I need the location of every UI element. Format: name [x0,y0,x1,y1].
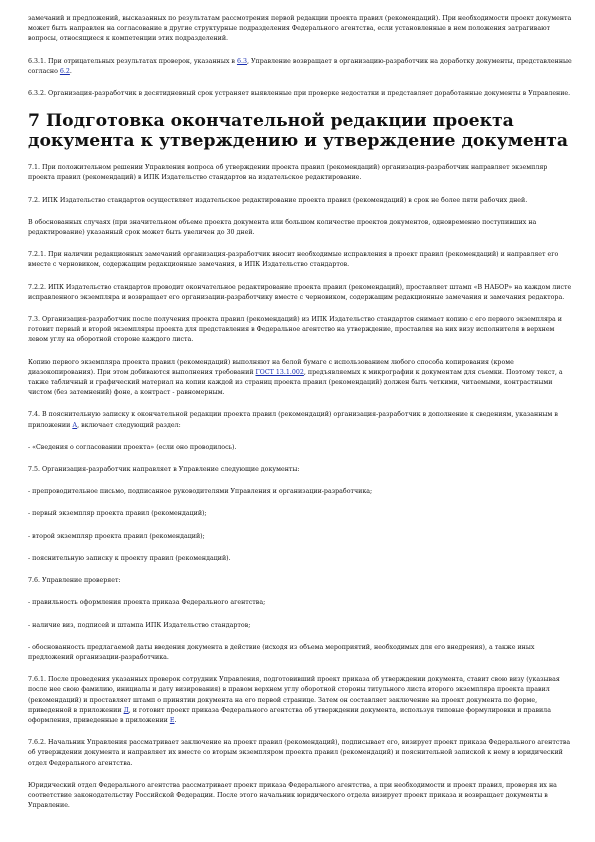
paragraph-legal-dept: Юридический отдел Федерального агентства рассматривает проект приказа Федерального агентства, а при необходимости и проект правил, проверяя их на соответствие законодательству Российской Федерации. После этого начальник юридического отдела визирует проект приказа и возвращает документы в Управление. [28,781,557,810]
paragraph-6-3-1: 6.3.1. При отрицательных результатах проверок, указанных в 6.3, Управление возвращает в организацию-разработчик на доработку документы, представленные согласно 6.2. [28,57,572,75]
link-gost[interactable]: ГОСТ 13.1.002 [255,368,304,376]
paragraph-7-2-2: 7.2.2. ИПК Издательство стандартов проводит окончательное редактирование проекта правил (рекомендаций), проставляет штамп «В НАБОР» на каждом листе исправленного экземпляра и возвращает его организации-разработчику вместе с черновиком, содержащим редакционные замечания и замечания редактора. [28,283,572,301]
paragraph-intro: замечаний и предложений, высказанных по результатам рассмотрения первой редакции проекта правил (рекомендаций). При необходимости проект документа может быть направлен на согласование в другие структурные подразделения Федерального агентства, если установленные в нем положения затрагивают вопросы, относящиеся к компетенции этих подразделений. [28,15,572,43]
list-item-cover-letter: - препроводительное письмо, подписанное руководителями Управления и организации-разработчика; [28,488,373,496]
link-appendix-a[interactable]: А [72,421,78,429]
paragraph-7-6-1: 7.6.1. После проведения указанных проверок сотрудник Управления, подготовивший проект приказа об утверждении документа, ставит свою визу (указывая после нее свою фамилию, инициалы и дату визирования) в правом верхнем углу оборотной стороны титульного листа второго экземпляра проекта правил (рекомендаций) и проставляет штамп о принятии документа на его первой странице. Затем он составляет заключение на проект документа по форме, приведенной в приложении Д, и готовит проект приказа Федерального агентства об утверждении документа, используя типовые формулировки и правила оформления, приведенные в приложении Е. [28,676,560,724]
link-appendix-e[interactable]: Е [169,716,175,724]
list-item-explanatory-note: - пояснительную записку к проекту правил (рекомендаций). [28,554,231,562]
paragraph-7-2-1: 7.2.1. При наличии редакционных замечаний организация-разработчик вносит необходимые исправления в проект правил (рекомендаций) и направляет его вместе с черновиком, содержащим редакционные замечания, в ИПК Издательство стандартов. [28,251,559,269]
paragraph-7-3: 7.3. Организация-разработчик после получения проекта правил (рекомендаций) из ИПК Издательство стандартов снимает копию с его первого экземпляра и готовит первый и второй экземпляры проекта для представления в Федеральное агентство на утверждение, проставляя на них визу исполнителя в верхнем левом углу на оборотной стороне каждого листа. [28,316,562,344]
list-item-order-format: - правильность оформления проекта приказа Федерального агентства; [28,599,266,607]
paragraph-7-2-note: В обоснованных случаях (при значительном объеме проекта документа или большом количестве проектов документов, одновременно поступивших на редактирование) указанный срок может быть увеличен до 30 дней. [28,218,537,237]
paragraph-7-2: 7.2. ИПК Издательство стандартов осуществляет издательское редактирование проекта правил (рекомендаций) в срок не более пяти рабочих дней. [28,196,528,204]
document-page [28,14,572,823]
link-appendix-d[interactable]: Д [123,706,129,714]
list-item-second-copy: - второй экземпляр проекта правил (рекомендаций); [28,532,205,540]
link-section-6-3[interactable]: 6.3 [236,57,247,65]
link-section-6-2[interactable]: 6.2 [59,67,70,75]
paragraph-7-3-copy: Копию первого экземпляра проекта правил (рекомендаций) выполняют на белой бумаге с использованием любого способа копирования (кроме диазокопирования). При этом добиваются выполнения требований ГОСТ 13.1.002, предъявляемых к микрографии к документам для съемки. Поэтому текст, а также табличный и графический материал на копии каждой из страниц проекта правил (рекомендаций) должен быть четкими, читаемыми, контрастными чистом (без затемнений) фоне, а контраст - равномерным. [28,358,563,397]
list-item-approval-info: - «Сведения о согласовании проекта» (если оно проводилось). [28,443,237,451]
paragraph-7-5: 7.5. Организация-разработчик направляет в Управление следующие документы: [28,466,300,474]
list-item-date-validity: - обоснованность предлагаемой даты введения документа в действие (исходя из объема мероприятий, необходимых для его внедрения), а также иных предложений организации-разработчика. [28,643,535,661]
paragraph-7-6: 7.6. Управление проверяет: [28,577,121,585]
list-item-signatures: - наличие виз, подписей и штампа ИПК Издательство стандартов; [28,621,251,629]
section-heading-7: 7 Подготовка окончательной редакции проекта документа к утверждению и утверждение документа [28,111,569,152]
list-item-first-copy: - первый экземпляр проекта правил (рекомендаций); [28,510,207,518]
paragraph-6-3-2: 6.3.2. Организация-разработчик в десятидневный срок устраняет выявленные при проверке недостатки и представляет доработанные документы в Управление. [28,90,571,98]
paragraph-7-1: 7.1. При положительном решении Управления вопроса об утверждении проекта правил (рекомендаций) организация-разработчик направляет экземпляр проекта правил (рекомендаций) в ИПК Издательство стандартов на издательское редактирование. [28,164,548,182]
paragraph-7-4: 7.4. В пояснительную записку к окончательной редакции проекта правил (рекомендаций) организация-разработчик в дополнение к сведениям, указанным в приложении А, включает следующий раздел: [28,411,558,429]
paragraph-7-6-2: 7.6.2. Начальник Управления рассматривает заключение на проект правил (рекомендаций), подписывает его, визирует проект приказа Федерального агентства об утверждении документа и направляет их вместе со вторым экземпляром проекта правил (рекомендаций) и пояснительной запиской к нему в юридический отдел Федерального агентства. [28,739,571,767]
